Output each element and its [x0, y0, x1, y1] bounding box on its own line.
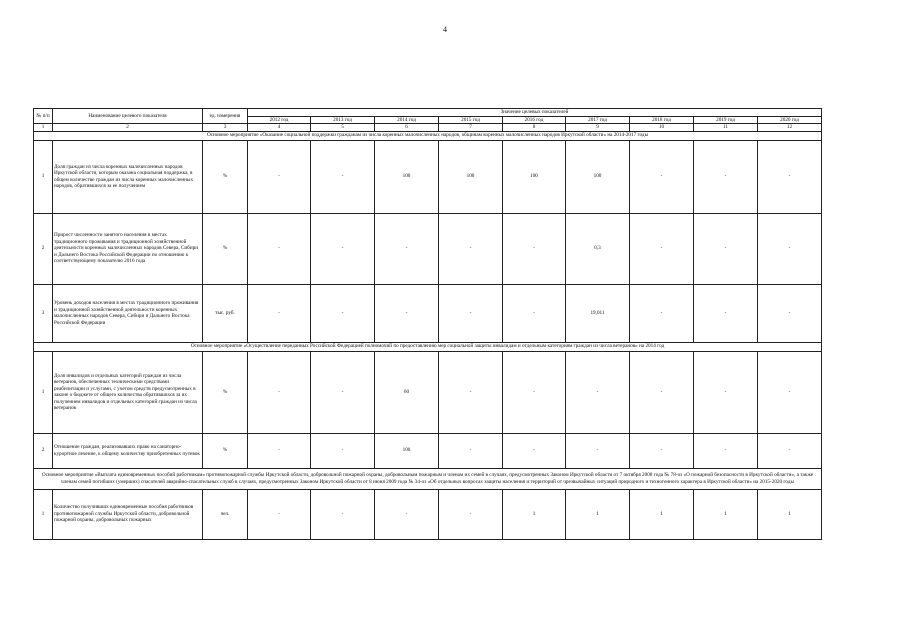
- value-cell: -: [694, 140, 758, 213]
- column-number: 4: [248, 124, 311, 132]
- value-cell: -: [566, 351, 630, 433]
- value-cell: -: [248, 284, 311, 342]
- value-cell: -: [439, 213, 503, 284]
- value-cell: 1: [630, 489, 694, 539]
- year-header: 2020 год: [758, 116, 822, 124]
- value-cell: -: [758, 433, 822, 468]
- value-cell: 100: [503, 140, 566, 213]
- section-row: [34, 342, 822, 351]
- indicator-name: Доля инвалидов и отдельных категорий граждан из числа ветеранов, обеспеченных техническими средствами реабилитации и услугами, с учетом средств предусмотренных в законе о бюджете от общего количества обратившихся за их получением инвалидов и отдельных категорий граждан из числа ветеранов: [53, 351, 203, 433]
- value-cell: -: [503, 351, 566, 433]
- col-header-unit: ед. измерения: [203, 109, 248, 124]
- column-numbers-row: [34, 124, 822, 132]
- value-cell: -: [439, 433, 503, 468]
- column-number: 12: [758, 124, 822, 132]
- year-header: 2012 год: [248, 116, 311, 124]
- value-cell: -: [694, 433, 758, 468]
- section-row: [34, 468, 822, 489]
- table-body: [34, 131, 822, 539]
- unit-cell: %: [203, 140, 248, 213]
- value-cell: -: [311, 140, 375, 213]
- indicator-name: Количество получивших единовременные пособия работников противопожарной службы Иркутской области, добровольной пожарной охраны, добровольных пожарных: [53, 489, 203, 539]
- value-cell: 1: [566, 489, 630, 539]
- table-row: [34, 351, 822, 433]
- col-header-values: Значение целевых показателей: [248, 109, 822, 117]
- col-header-no: № п/п: [34, 109, 53, 124]
- value-cell: 100: [375, 140, 439, 213]
- col-header-name: Наименование целевого показателя: [53, 109, 203, 124]
- table-row: [34, 284, 822, 342]
- value-cell: -: [311, 284, 375, 342]
- column-number: 2: [53, 124, 203, 132]
- value-cell: -: [375, 213, 439, 284]
- row-number: 1: [34, 351, 53, 433]
- value-cell: 1: [503, 489, 566, 539]
- value-cell: -: [630, 284, 694, 342]
- indicator-name: Доля граждан из числа коренных малочисленных народов Иркутской области, которым оказана социальная поддержка, в общем количестве граждан из числа коренных малочисленных народов, обратившихся за ее получением: [53, 140, 203, 213]
- value-cell: -: [439, 351, 503, 433]
- value-cell: 60: [375, 351, 439, 433]
- value-cell: -: [694, 351, 758, 433]
- value-cell: -: [439, 284, 503, 342]
- section-title: Основное мероприятие «Оказание социальной поддержки гражданам из числа коренных малочисленных народов, общинам коренных малочисленных народов Иркутской области» на 2014-2017 годы: [34, 131, 822, 140]
- value-cell: 1: [758, 489, 822, 539]
- value-cell: 100: [566, 140, 630, 213]
- value-cell: -: [439, 489, 503, 539]
- column-number: 3: [203, 124, 248, 132]
- table-row: [34, 140, 822, 213]
- value-cell: -: [630, 140, 694, 213]
- page-number: 4: [443, 25, 447, 34]
- table-row: [34, 213, 822, 284]
- value-cell: 1: [694, 489, 758, 539]
- section-title: Основное мероприятие «Выплата единовременных пособий работникам» противопожарной службы Иркутской области, добровольной пожарной охраны, добровольным пожарным и членам их семей в случаях, предусмотренных Законом Иркутской области от 7 октября 2008 года № 78-оз «О пожарной безопасности в Иркутской области», а также членам семей погибших (умерших) спасателей аварийно-спасательных служб в случаях, предусмотренных Законом Иркутской области от 8 июня 2009 года № 34-оз «Об отдельных вопросах защиты населения и территорий от чрезвычайных ситуаций природного и техногенного характера в Иркутской области» на 2015-2020 годы: [34, 468, 822, 489]
- value-cell: -: [311, 213, 375, 284]
- column-number: 5: [311, 124, 375, 132]
- unit-cell: %: [203, 433, 248, 468]
- year-header: 2018 год: [630, 116, 694, 124]
- row-number: 3: [34, 284, 53, 342]
- year-header: 2014 год: [375, 116, 439, 124]
- value-cell: -: [758, 213, 822, 284]
- column-number: 8: [503, 124, 566, 132]
- row-number: 1: [34, 489, 53, 539]
- value-cell: -: [375, 284, 439, 342]
- unit-cell: %: [203, 213, 248, 284]
- table-row: [34, 489, 822, 539]
- value-cell: -: [630, 213, 694, 284]
- value-cell: -: [248, 489, 311, 539]
- year-header: 2019 год: [694, 116, 758, 124]
- row-number: 2: [34, 433, 53, 468]
- unit-cell: тыс. руб.: [203, 284, 248, 342]
- value-cell: -: [758, 351, 822, 433]
- value-cell: -: [248, 213, 311, 284]
- value-cell: -: [503, 433, 566, 468]
- year-header: 2013 год: [311, 116, 375, 124]
- column-number: 6: [375, 124, 439, 132]
- section-title: Основное мероприятие «Осуществление переданных Российской Федерацией полномочий по предоставлению мер социальной защиты инвалидам и отдельным категориям граждан из числа ветеранов» на 2014 год: [34, 342, 822, 351]
- year-header: 2017 год: [566, 116, 630, 124]
- value-cell: -: [758, 284, 822, 342]
- value-cell: 0,3: [566, 213, 630, 284]
- column-number: 11: [694, 124, 758, 132]
- row-number: 2: [34, 213, 53, 284]
- value-cell: -: [694, 213, 758, 284]
- value-cell: -: [630, 433, 694, 468]
- row-number: 1: [34, 140, 53, 213]
- value-cell: -: [248, 140, 311, 213]
- indicator-name: Уровень доходов населения в местах традиционного проживания и традиционной хозяйственной деятельности коренных малочисленных народов Севера, Сибири и Дальнего Востока Российской Федерации: [53, 284, 203, 342]
- column-number: 1: [34, 124, 53, 132]
- value-cell: -: [311, 351, 375, 433]
- column-number: 7: [439, 124, 503, 132]
- indicator-name: Отношение граждан, реализовавших право на санаторно-курортное лечение, к общему количеству приобретенных путевок: [53, 433, 203, 468]
- value-cell: 19,011: [566, 284, 630, 342]
- value-cell: -: [248, 433, 311, 468]
- indicator-name: Прирост численности занятого населения в местах традиционного проживания и традиционной хозяйственной деятельности коренных малочисленных народов Севера, Сибири и Дальнего Востока Российской Федерации по отношению к соответствующему показателю 2016 года: [53, 213, 203, 284]
- value-cell: -: [248, 351, 311, 433]
- year-header: 2015 год: [439, 116, 503, 124]
- unit-cell: чел.: [203, 489, 248, 539]
- value-cell: -: [375, 489, 439, 539]
- table-row: [34, 433, 822, 468]
- indicators-table: [33, 108, 822, 540]
- value-cell: -: [311, 489, 375, 539]
- value-cell: -: [758, 140, 822, 213]
- value-cell: 100: [439, 140, 503, 213]
- column-number: 10: [630, 124, 694, 132]
- value-cell: -: [630, 351, 694, 433]
- value-cell: -: [503, 213, 566, 284]
- value-cell: -: [566, 433, 630, 468]
- year-header: 2016 год: [503, 116, 566, 124]
- section-row: [34, 131, 822, 140]
- value-cell: 100: [375, 433, 439, 468]
- value-cell: -: [311, 433, 375, 468]
- value-cell: -: [503, 284, 566, 342]
- unit-cell: %: [203, 351, 248, 433]
- value-cell: -: [694, 284, 758, 342]
- column-number: 9: [566, 124, 630, 132]
